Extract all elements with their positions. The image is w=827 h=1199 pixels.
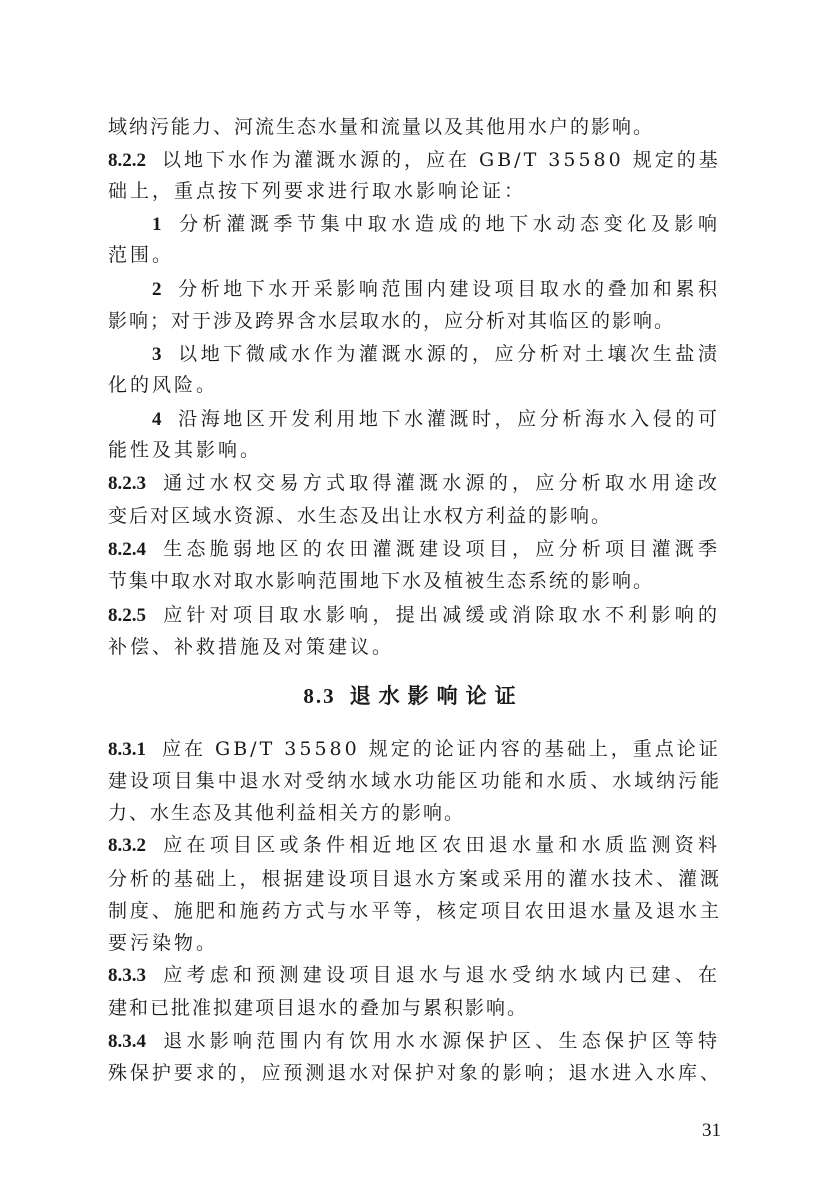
clause-8-2-3 <box>108 468 720 499</box>
text-line: 殊保护要求的，应预测退水对保护对象的影响；退水进入水库、 <box>108 1062 720 1084</box>
clause-text: 应考虑和预测建设项目退水与退水受纳水域内已建、在 <box>162 964 720 986</box>
clause-8-2-5 <box>108 600 720 631</box>
clause-number: 8.2.3 <box>108 473 146 494</box>
text-line: 补偿、补救措施及对策建议。 <box>108 636 395 658</box>
clause-8-2-4 <box>108 534 720 565</box>
text-line: 节集中取水对取水影响范围地下水及植被生态系统的影响。 <box>108 570 655 592</box>
text-line: 影响；对于涉及跨界含水层取水的，应分析对其临区的影响。 <box>108 310 676 332</box>
text-line: 化的风险。 <box>108 374 219 396</box>
list-item-2 <box>152 274 720 305</box>
list-item-4 <box>152 404 720 435</box>
item-text: 沿海地区开发利用地下水灌溉时，应分析海水入侵的可 <box>177 408 720 430</box>
text-line: 域纳污能力、河流生态水量和流量以及其他用水户的影响。 <box>108 116 655 138</box>
clause-number: 8.2.2 <box>108 150 146 171</box>
page-number: 31 <box>702 1120 721 1141</box>
text-line: 础上，重点按下列要求进行取水影响论证： <box>108 180 527 202</box>
text-line: 建设项目集中退水对受纳水域水功能区功能和水质、水域纳污能 <box>108 770 720 792</box>
clause-text: 生态脆弱地区的农田灌溉建设项目，应分析项目灌溉季 <box>162 538 720 560</box>
clause-8-3-1 <box>108 734 720 765</box>
clause-number: 8.3.2 <box>108 835 146 856</box>
item-text: 以地下微咸水作为灌溉水源的，应分析对土壤次生盐渍 <box>177 343 720 365</box>
section-number: 8.3 <box>303 684 336 708</box>
clause-8-3-2 <box>108 830 720 861</box>
list-item-1 <box>152 209 720 240</box>
text-line: 范围。 <box>108 244 175 266</box>
clause-text: 退水影响范围内有饮用水水源保护区、生态保护区等特 <box>162 1030 720 1052</box>
clause-text: 应在项目区或条件相近地区农田退水量和水质监测资料 <box>162 834 720 856</box>
clause-8-2-2 <box>108 145 720 176</box>
text-line: 分析的基础上，根据建设项目退水方案或采用的灌水技术、灌溉 <box>108 868 720 890</box>
clause-number: 8.2.4 <box>108 539 146 560</box>
clause-text: 通过水权交易方式取得灌溉水源的，应分析取水用途改 <box>162 472 720 494</box>
clause-text: 应在 GB/T 35580 规定的论证内容的基础上，重点论证 <box>162 738 721 760</box>
clause-8-3-4 <box>108 1026 720 1057</box>
item-number: 4 <box>152 409 162 430</box>
item-number: 3 <box>152 344 162 365</box>
item-number: 2 <box>152 279 162 300</box>
section-title: 退水影响论证 <box>349 684 524 708</box>
item-number: 1 <box>152 214 162 235</box>
item-text: 分析灌溉季节集中取水造成的地下水动态变化及影响 <box>177 213 720 235</box>
text-line: 要污染物。 <box>108 932 219 954</box>
text-line: 力、水生态及其他利益相关方的影响。 <box>108 802 466 824</box>
text-line: 建和已批准拟建项目退水的叠加与累积影响。 <box>108 997 529 1019</box>
text-line: 能性及其影响。 <box>108 439 263 461</box>
text-line: 变后对区域水资源、水生态及出让水权方利益的影响。 <box>108 505 613 527</box>
clause-number: 8.3.4 <box>108 1031 146 1052</box>
clause-text: 以地下水作为灌溉水源的，应在 GB/T 35580 规定的基 <box>162 149 721 171</box>
clause-text: 应针对项目取水影响，提出减缓或消除取水不利影响的 <box>162 604 720 626</box>
item-text: 分析地下水开采影响范围内建设项目取水的叠加和累积 <box>177 278 720 300</box>
clause-number: 8.2.5 <box>108 605 146 626</box>
section-heading-8-3 <box>0 680 827 710</box>
clause-number: 8.3.3 <box>108 965 146 986</box>
clause-number: 8.3.1 <box>108 739 146 760</box>
clause-8-3-3 <box>108 960 720 991</box>
text-line: 制度、施肥和施药方式与水平等，核定项目农田退水量及退水主 <box>108 900 720 922</box>
list-item-3 <box>152 339 720 370</box>
